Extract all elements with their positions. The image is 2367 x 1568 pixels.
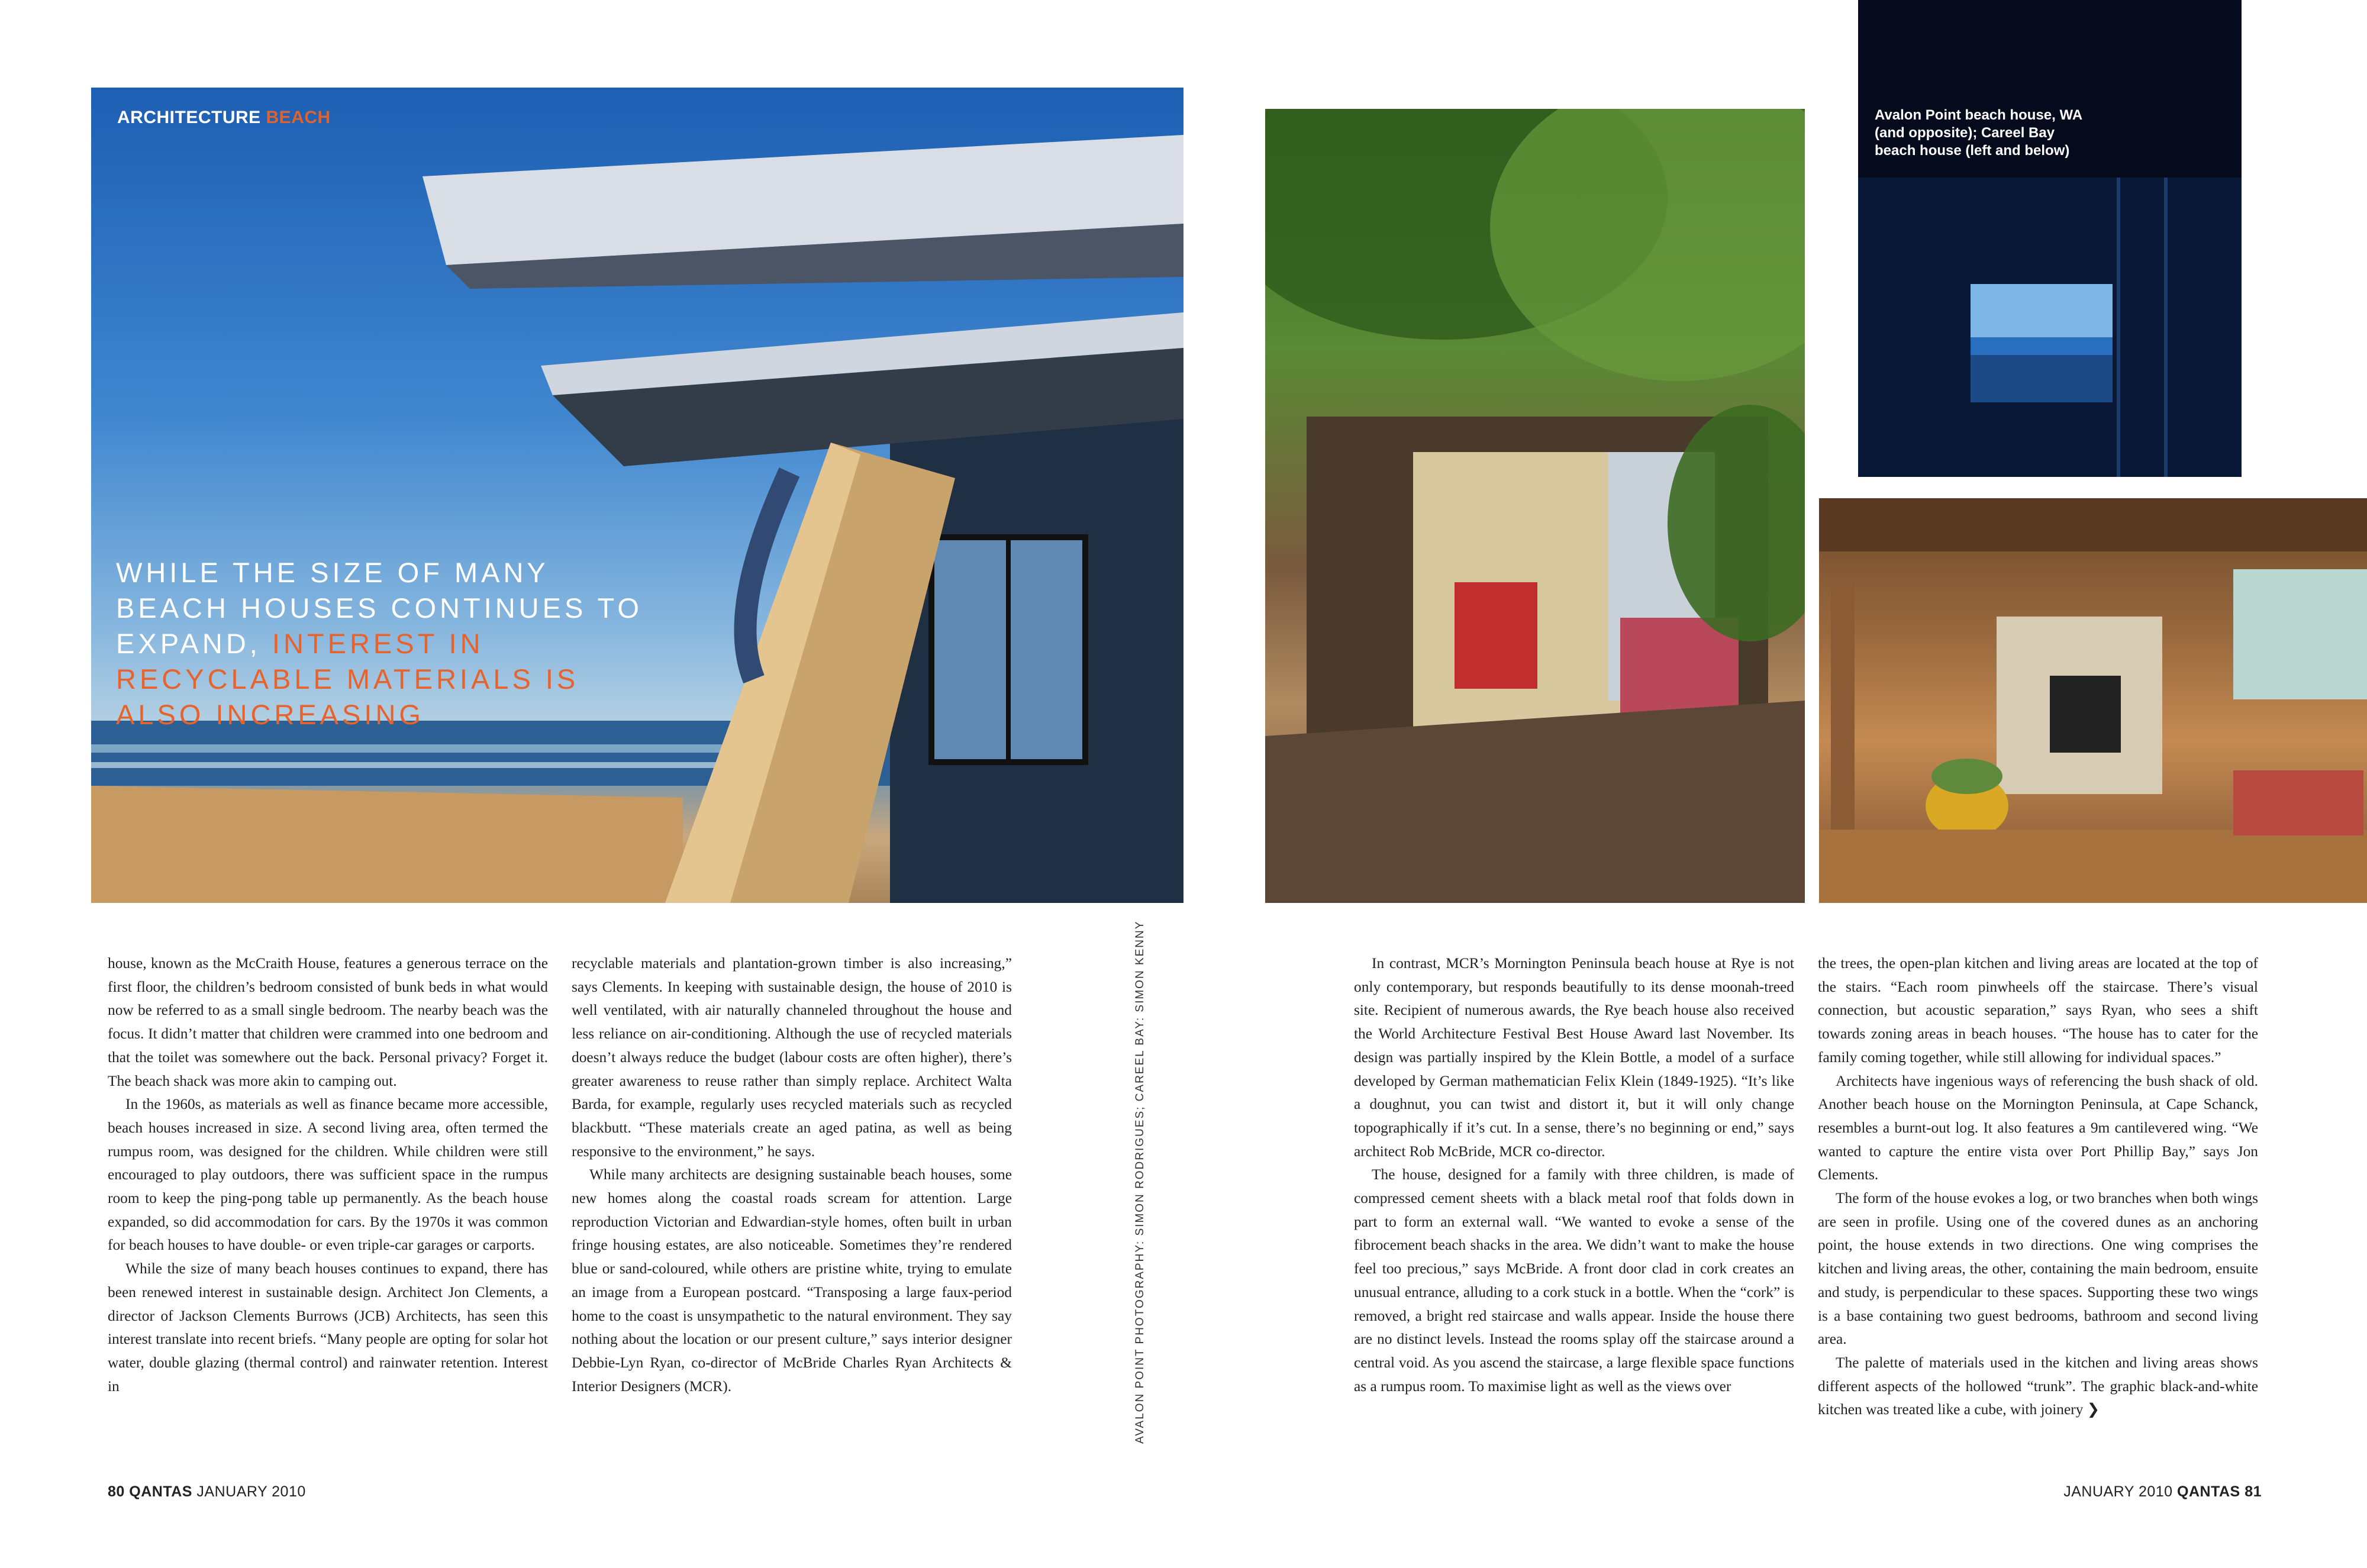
photo-careel-bay-living-room	[1819, 498, 2367, 903]
paragraph: house, known as the McCraith House, features a generous terrace on the first floor, the children’s bedroom consisted of bunk beds in what would now be referred to as a small single bedroom. The nearby beach was the focus. It didn’t matter that children were crammed into one bedroom and that the toilet was somewhere out the back. Personal privacy? Forget it. The beach shack was more akin to camping out.	[108, 955, 548, 1089]
dark-interior-illustration	[1858, 0, 2242, 477]
folio-right	[2063, 1483, 2262, 1501]
section-secondary: BEACH	[266, 108, 331, 127]
paragraph: the trees, the open-plan kitchen and living areas are located at the top of the stairs. “Each room pinwheels off the staircase. There’s visual connection, but acoustic separation,” says Ryan, who sees a shift towards zoning areas in beach houses. “The house has to cater for the family coming together, while still allowing for individual spaces.”	[1818, 955, 2258, 1066]
section-kicker	[117, 108, 331, 128]
paragraph: The form of the house evokes a log, or two branches when both wings are seen in profile. Using one of the covered dunes as an anchoring point, the house extends in two directions. One wing comprises the kitchen and living areas, the other, containing the main bedroom, ensuite and study, is perpendicular to these spaces. Supporting these two wings is a base containing two guest bedrooms, bathroom and second living area.	[1818, 1190, 2258, 1348]
photo-careel-bay-veranda	[1265, 109, 1805, 903]
paragraph: The house, designed for a family with three children, is made of compressed cement sheets with a black metal roof that folds down in part to form an external wall. “We wanted to evoke a sense of the fibrocement beach shacks in the area. We didn’t want to make the house feel too precious,” says McBride. A front door clad in cork creates an unusual entrance, alluding to a cork stuck in a bottle. When the “cork” is removed, a bright red staircase and walls appear. Inside the house there are no distinct levels. Instead the rooms splay off the staircase around a central void. As you ascend the staircase, a large flexible space functions as a rumpus room. To maximise light as well as the views over	[1354, 1166, 1794, 1395]
folio-left	[108, 1483, 306, 1501]
page-number: 80	[108, 1483, 125, 1500]
veranda-illustration	[1265, 109, 1805, 903]
hero-photo-avalon-point	[91, 88, 1184, 903]
pull-quote	[116, 555, 649, 733]
paragraph: While the size of many beach houses continues to expand, there has been renewed interest in sustainable design. Architect Jon Clements, a director of Jackson Clements Burrows (JCB) Architects, has seen this interest translate into recent briefs. “Many people are opting for solar hot water, double glazing (thermal control) and rainwater retention. Interest in	[108, 1260, 548, 1395]
page-number: 81	[2245, 1483, 2262, 1500]
paragraph: While many architects are designing sustainable beach houses, some new homes along the coastal roads scream for attention. Large reproduction Victorian and Edwardian-style homes, often built in urban fringe housing estates, are also noticeable. Sometimes they’re rendered blue or sand-coloured, while others are pristine white, trying to emulate an image from a European postcard. “Transposing a large faux-period home to the coast is unsympathetic to the natural environment. They say nothing about the location or our present culture,” says interior designer Debbie-Lyn Ryan, co-director of McBride Charles Ryan Architects & Interior Designers (MCR).	[572, 1166, 1012, 1395]
hero-photo-illustration	[91, 88, 1184, 903]
paragraph: Architects have ingenious ways of referencing the bush shack of old. Another beach house on the Mornington Peninsula, at Cape Schanck, resembles a burnt-out log. It also features a 9m cantilevered wing. “We wanted to capture the entire vista over Port Phillip Bay,” says Jon Clements.	[1818, 1072, 2258, 1183]
body-column-1	[108, 952, 548, 1398]
paragraph: The palette of materials used in the kitchen and living areas shows different aspects of the hollowed “trunk”. The graphic black-and-white kitchen was treated like a cube, with joinery ❯	[1818, 1354, 2258, 1418]
photo-avalon-point-interior-dark	[1858, 0, 2242, 477]
body-column-4	[1818, 952, 2258, 1422]
issue-date: JANUARY 2010	[196, 1483, 306, 1500]
paragraph: recyclable materials and plantation-grown timber is also increasing,” says Clements. In keeping with sustainable design, the house of 2010 is well ventilated, with air naturally channeled throughout the house and less reliance on air-conditioning. Although the use of recycled materials doesn’t always reduce the budget (labour costs are often higher), there’s greater awareness to reuse rather than simply replace. Architect Walta Barda, for example, regularly uses recycled materials such as recycled blackbutt. “These materials create an aged patina, as well as being responsive to the environment,” he says.	[572, 955, 1012, 1160]
issue-date: JANUARY 2010	[2063, 1483, 2173, 1500]
body-column-2	[572, 952, 1012, 1398]
photo-credit	[1134, 920, 1153, 1444]
section-primary: ARCHITECTURE	[117, 108, 261, 127]
pull-quote-orange: INTEREST IN RECYCLABLE MATERIALS IS ALSO INCREASING	[116, 628, 579, 730]
paragraph: In the 1960s, as materials as well as finance became more accessible, beach houses increased in size. A second living area, often termed the rumpus room, was designed for the children. While children were still encouraged to play outdoors, there was sufficient space in the rumpus room to keep the ping-pong table up permanently. As the beach house expanded, so did accommodation for cars. By the 1970s it was common for beach houses to have double- or even triple-car garages or carports.	[108, 1096, 548, 1254]
pull-quote-white: WHILE THE SIZE OF MANY BEACH HOUSES CONTINUES TO EXPAND,	[116, 557, 643, 659]
magazine-name: QANTAS	[129, 1483, 192, 1500]
magazine-name: QANTAS	[2177, 1483, 2240, 1500]
photo-credit-text: AVALON POINT PHOTOGRAPHY: SIMON RODRIGUES; CAREEL BAY: SIMON KENNY	[1134, 920, 1146, 1444]
living-room-illustration	[1819, 498, 2367, 903]
photo-caption: Avalon Point beach house, WA (and opposite); Careel Bay beach house (left and below)	[1875, 107, 2082, 159]
body-column-3	[1354, 952, 1794, 1398]
paragraph: In contrast, MCR’s Mornington Peninsula beach house at Rye is not only contemporary, but responds beautifully to its dense moonah-treed site. Recipient of numerous awards, the Rye beach house also received the World Architecture Festival Best House Award last November. Its design was partially inspired by the Klein Bottle, a model of a surface developed by German mathematician Felix Klein (1849-1925). “It’s like a doughnut, you can twist and distort it, but it will only change topographically if it’s cut. In a sense, there’s no beginning or end,” says architect Rob McBride, MCR co-director.	[1354, 955, 1794, 1160]
